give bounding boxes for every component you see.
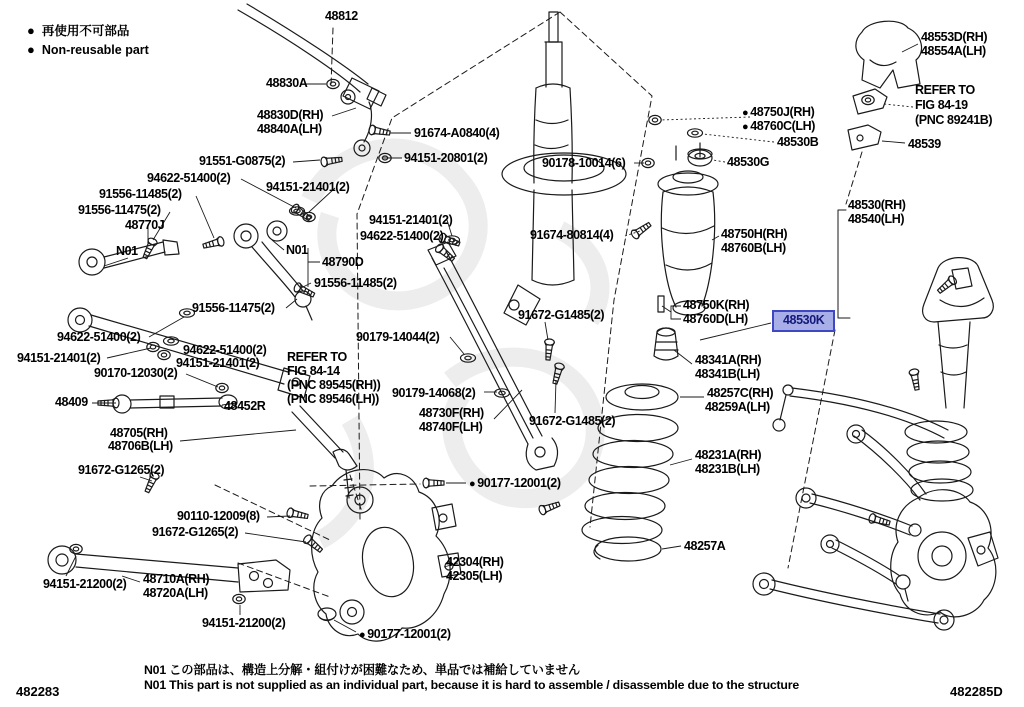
part-label[interactable]: 90178-10014(6) [542,156,626,170]
part-label[interactable]: 48231A(RH) [695,448,762,462]
non-reusable-bullet-icon: ● [469,478,476,490]
non-reusable-bullet-icon: ● [742,107,749,119]
part-label[interactable]: 48530B [777,135,819,149]
part-label[interactable]: 48730F(RH) [419,406,484,420]
legend [27,21,149,60]
part-label[interactable]: 91672-G1485(2) [518,308,605,322]
part-label[interactable]: 48409 [55,395,88,409]
part-label[interactable]: 48812 [325,9,358,23]
part-label[interactable]: 48231B(LH) [695,462,760,476]
part-label[interactable]: 94151-21401(2) [266,180,350,194]
part-label[interactable]: REFER TO [915,83,975,97]
part-label[interactable]: (PNC 89241B) [915,113,993,127]
part-label[interactable]: 90179-14068(2) [392,386,476,400]
part-label[interactable]: 48452R [224,399,266,413]
part-label[interactable]: 90170-12030(2) [94,366,178,380]
part-label[interactable]: 48257A [684,539,726,553]
part-label[interactable]: 94151-21401(2) [176,356,260,370]
part-label[interactable]: 91556-11475(2) [192,301,275,315]
part-label[interactable]: 48530G [727,155,770,169]
part-label[interactable]: 48341B(LH) [695,367,760,381]
part-label[interactable]: ● 48760C(LH) [742,119,816,133]
part-label[interactable]: 94151-21401(2) [369,213,453,227]
part-label[interactable]: 48540(LH) [848,212,905,226]
part-label[interactable]: 48740F(LH) [419,420,483,434]
part-label[interactable]: 48760D(LH) [683,312,748,326]
part-label[interactable]: ● 90177-12001(2) [359,627,451,641]
part-label[interactable]: 42305(LH) [446,569,503,583]
part-label[interactable]: 48554A(LH) [921,44,986,58]
non-reusable-bullet-icon: ● [27,22,35,38]
part-label[interactable]: FIG 84-19 [915,98,968,112]
non-reusable-bullet-icon: ● [27,42,35,57]
part-label[interactable]: 94151-21200(2) [202,616,286,630]
part-label[interactable]: 91556-11485(2) [99,187,182,201]
part-label[interactable]: N01 [116,244,138,258]
part-label[interactable]: 48830A [266,76,308,90]
part-label[interactable]: 91551-G0875(2) [199,154,286,168]
part-label[interactable]: 48539 [908,137,941,151]
part-label[interactable]: 94151-21200(2) [43,577,127,591]
non-reusable-bullet-icon: ● [742,121,749,133]
part-label[interactable]: REFER TO [287,350,347,364]
part-label[interactable]: 94622-51400(2) [360,229,444,243]
part-label[interactable]: (PNC 89545(RH)) [287,378,381,392]
part-label[interactable]: 48710A(RH) [143,572,210,586]
part-label[interactable]: 48790D [322,255,364,269]
figure-code-right: 482285D [950,684,1003,699]
part-label[interactable]: 91674-80814(4) [530,228,614,242]
part-label[interactable]: 91672-G1265(2) [152,525,239,539]
part-label[interactable]: 90179-14044(2) [356,330,440,344]
part-label[interactable]: 91556-11475(2) [78,203,161,217]
non-reusable-bullet-icon: ● [359,629,366,641]
part-label[interactable]: 48341A(RH) [695,353,762,367]
part-label[interactable]: FIG 84-14 [287,364,340,378]
part-label[interactable]: 48706B(LH) [108,439,173,453]
part-label[interactable]: 48750H(RH) [721,227,788,241]
figure-code-left: 482283 [16,684,60,699]
part-label[interactable]: 48750K(RH) [683,298,750,312]
part-label[interactable]: 48705(RH) [110,426,168,440]
legend-row-en [27,42,149,57]
part-label[interactable]: 91556-11485(2) [314,276,397,290]
part-label[interactable]: ● 90177-12001(2) [469,476,561,490]
part-label[interactable]: 42304(RH) [446,555,504,569]
part-label[interactable]: ● 48750J(RH) [742,105,815,119]
part-label[interactable]: 90110-12009(8) [177,509,260,523]
part-label[interactable]: 94151-20801(2) [404,151,488,165]
legend-text-jp: 再使用不可部品 [41,24,130,38]
part-label[interactable]: 48530(RH) [848,198,906,212]
part-label[interactable]: 94622-51400(2) [183,343,267,357]
part-label[interactable]: 48259A(LH) [705,400,770,414]
part-label[interactable]: 94151-21401(2) [17,351,101,365]
part-label-highlighted[interactable]: 48530K [772,310,835,332]
part-label[interactable]: 94622-51400(2) [147,171,231,185]
part-label[interactable]: 91672-G1485(2) [529,414,616,428]
part-label[interactable]: 48257C(RH) [707,386,774,400]
part-label[interactable]: 94622-51400(2) [57,330,141,344]
part-label[interactable]: 91672-G1265(2) [78,463,165,477]
part-label[interactable]: 48840A(LH) [257,122,322,136]
legend-text-en: Non-reusable part [41,42,149,57]
note-jp: N01 この部品は、構造上分解・組付けが困難なため、単品では補給していません [144,663,580,677]
part-label[interactable]: 91674-A0840(4) [414,126,500,140]
part-label[interactable]: (PNC 89546(LH)) [287,392,379,406]
part-label[interactable]: 48830D(RH) [257,108,324,122]
part-label[interactable]: 48770J [125,218,165,232]
note-en: N01 This part is not supplied as an individual part, because it is hard to assemble / disassemble due to the structure [144,678,799,692]
legend-row-jp [27,21,149,39]
part-label[interactable]: N01 [286,243,308,257]
part-label[interactable]: 48720A(LH) [143,586,208,600]
part-label[interactable]: 48760B(LH) [721,241,786,255]
part-label[interactable]: 48553D(RH) [921,30,988,44]
